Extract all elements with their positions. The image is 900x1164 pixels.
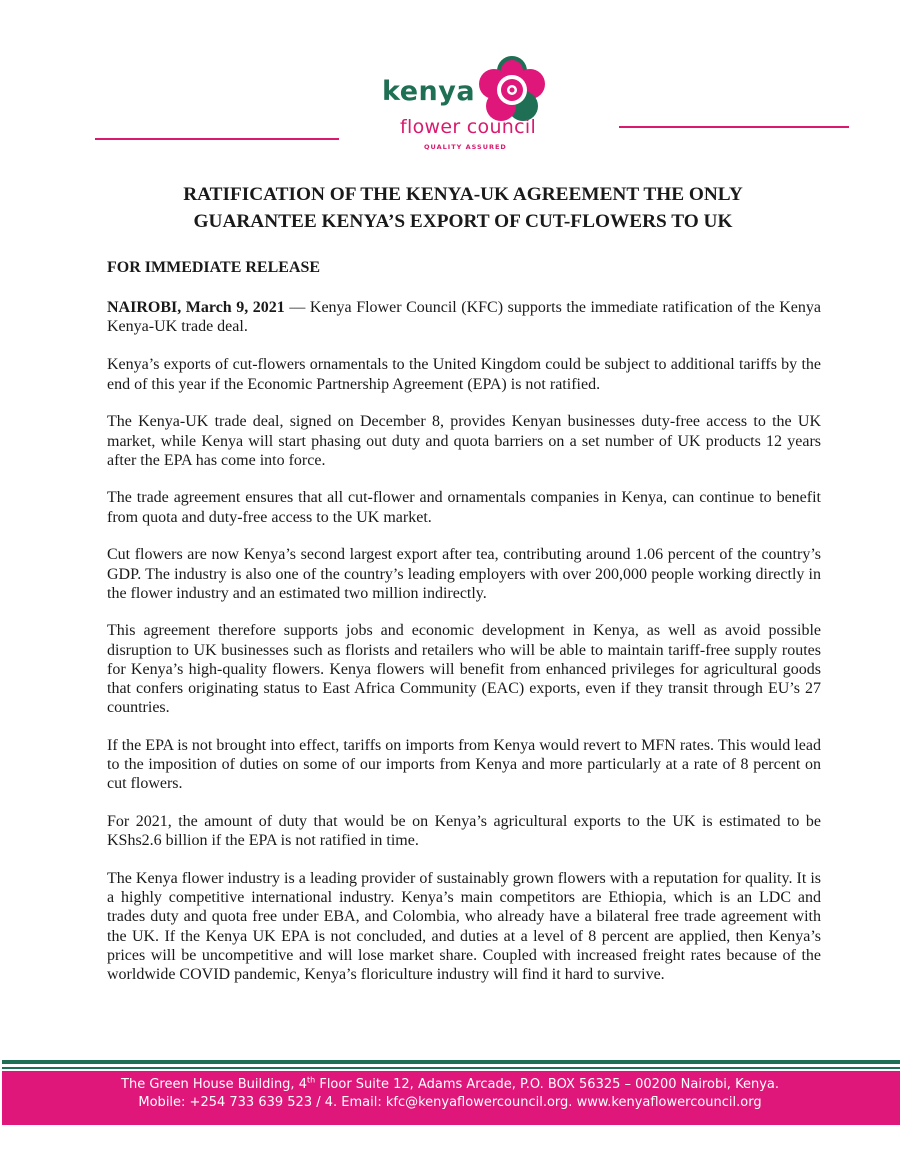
paragraph-6: This agreement therefore supports jobs and economic development in Kenya, as well as avoid possible disruption to UK businesses such as florists and retailers who will be able to maintain tariff-free supply routes for Kenya’s high-quality flowers. Kenya flowers will benefit from enhanced privileges for agricultural goods that confers originating status to East Africa Community (EAC) exports, even if they transit through EU’s 27 countries. xyxy=(107,622,821,717)
paragraph-2: Kenya’s exports of cut-flowers ornamentals to the United Kingdom could be subject to additional tariffs by the end of this year if the Economic Partnership Agreement (EPA) is not ratified. xyxy=(107,356,821,393)
kfc-logo xyxy=(378,52,558,156)
article-body xyxy=(107,298,821,984)
header-rule-left xyxy=(95,138,339,140)
release-label: FOR IMMEDIATE RELEASE xyxy=(107,259,321,276)
paragraph-1 xyxy=(107,298,821,336)
paragraph-8: For 2021, the amount of duty that would be on Kenya’s agricultural exports to the UK is estimated to be KShs2.6 billion if the EPA is not ratified in time. xyxy=(107,813,821,850)
title-line-1: RATIFICATION OF THE KENYA-UK AGREEMENT THE ONLY xyxy=(183,184,743,205)
paragraph-3: The Kenya-UK trade deal, signed on December 8, provides Kenyan businesses duty-free access to the UK market, while Kenya will start phasing out duty and quota barriers on a set number of UK products 12 years after the EPA has come into force. xyxy=(107,413,821,469)
footer-contact: Mobile: +254 733 639 523 / 4. Email: kfc@kenyaflowercouncil.org. www.kenyaflowercouncil.org xyxy=(138,1095,762,1110)
footer-address-b: Floor Suite 12, Adams Arcade, P.O. BOX 56325 – 00200 Nairobi, Kenya. xyxy=(315,1077,779,1092)
footer-rule-thin xyxy=(2,1067,900,1069)
paragraph-5: Cut flowers are now Kenya’s second largest export after tea, contributing around 1.06 percent of the country’s GDP. The industry is also one of the country’s leading employers with over 200,000 people working directly in the flower industry and an estimated two million indirectly. xyxy=(107,546,821,602)
title-line-2: GUARANTEE KENYA’S EXPORT OF CUT-FLOWERS TO UK xyxy=(193,211,733,232)
dateline: NAIROBI, March 9, 2021 xyxy=(107,299,285,316)
footer-address-sup: th xyxy=(306,1075,316,1085)
header-rule-right xyxy=(619,126,849,128)
paragraph-7: If the EPA is not brought into effect, tariffs on imports from Kenya would revert to MFN rates. This would lead to the imposition of duties on some of our imports from Kenya and more particularly at a rate of 8 percent on cut flowers. xyxy=(107,736,821,793)
logo-tagline: QUALITY ASSURED xyxy=(424,143,507,151)
paragraph-1-text: — Kenya Flower Council (KFC) supports the immediate ratification of the Kenya Kenya-UK trade deal. xyxy=(107,299,822,336)
paragraph-4: The trade agreement ensures that all cut-flower and ornamentals companies in Kenya, can continue to benefit from quota and duty-free access to the UK market. xyxy=(107,489,821,526)
logo-wordmark-kenya: kenya xyxy=(382,76,476,107)
paragraph-9: The Kenya flower industry is a leading provider of sustainably grown flowers with a reputation for quality. It is a highly competitive international industry. Kenya’s main competitors are Ethiopia, which is an LDC and trades duty and quota free under EBA, and Colombia, who already have a bilateral free trade agreement with the UK. If the Kenya UK EPA is not concluded, and duties at a level of 8 percent are applied, then Kenya’s prices will be uncompetitive and will lose market share. Coupled with increased freight rates because of the worldwide COVID pandemic, Kenya’s floriculture industry will find it hard to survive. xyxy=(107,869,821,983)
page-title xyxy=(100,181,826,235)
footer-address xyxy=(0,1077,900,1092)
footer-address-a: The Green House Building, 4 xyxy=(121,1077,307,1092)
footer-rule-thick xyxy=(2,1060,900,1064)
logo-wordmark-flower-council: flower council xyxy=(400,116,537,138)
